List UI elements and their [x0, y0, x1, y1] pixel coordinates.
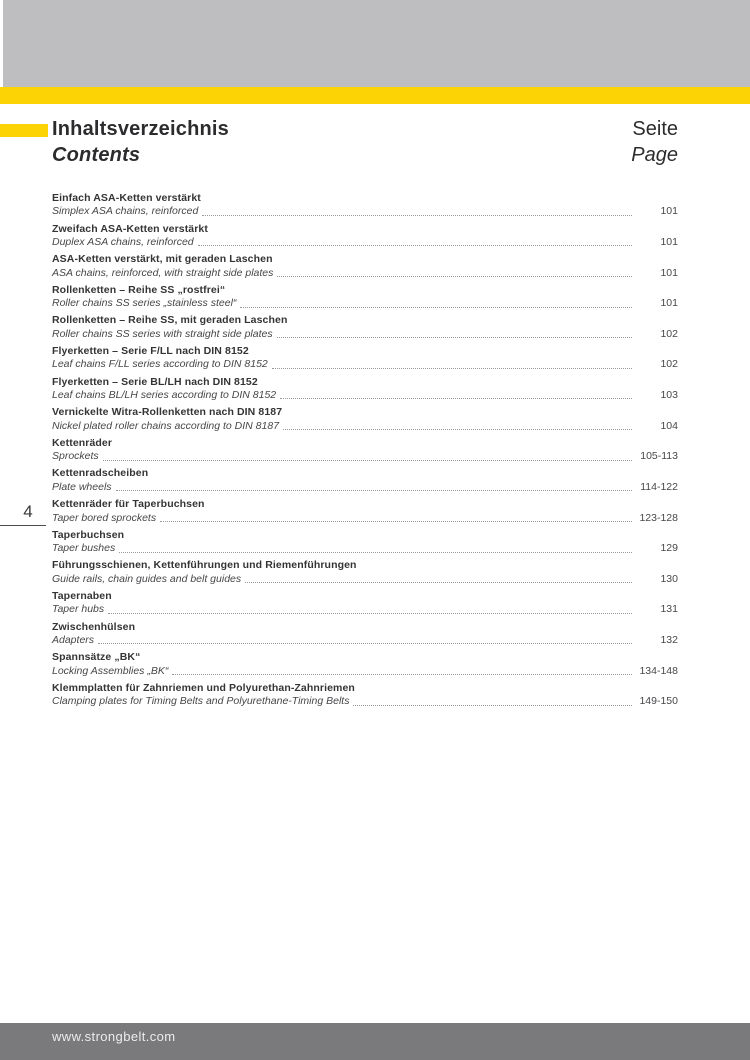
entry-title-en: Taper bushes — [52, 542, 116, 555]
entry-title-en: Nickel plated roller chains according to DIN 8187 — [52, 419, 280, 432]
entry-title-en: Locking Assemblies „BK“ — [52, 664, 169, 677]
entry-title-de: Rollenketten – Reihe SS, mit geraden Laschen — [52, 314, 288, 327]
entry-page-numbers: 102 — [660, 358, 678, 371]
entry-title-de: Zwischenhülsen — [52, 620, 136, 633]
entry-page-numbers: 130 — [660, 572, 678, 585]
dotted-leader — [283, 429, 632, 430]
dotted-leader — [280, 398, 632, 399]
toc-entry[interactable] — [52, 590, 678, 617]
entry-title-en: Taper hubs — [52, 603, 105, 616]
entry-title-en: Adapters — [52, 633, 95, 646]
entry-title-de: Kettenräder — [52, 436, 113, 449]
entry-title-de: Flyerketten – Serie BL/LH nach DIN 8152 — [52, 375, 258, 388]
entry-subtitle-row — [52, 665, 678, 678]
dotted-leader — [240, 307, 632, 308]
header-yellow-bar — [0, 87, 750, 104]
entry-title-de: Rollenketten – Reihe SS „rostfrei“ — [52, 283, 226, 296]
entry-subtitle-row — [52, 481, 678, 494]
toc-entry[interactable] — [52, 345, 678, 372]
entry-page-numbers: 102 — [660, 327, 678, 340]
entry-title-de: Vernickelte Witra-Rollenketten nach DIN 8187 — [52, 406, 283, 419]
entry-page-numbers: 134-148 — [639, 664, 678, 677]
entry-title-de: Klemmplatten für Zahnriemen und Polyurethan-Zahnriemen — [52, 681, 355, 694]
entry-subtitle-row — [52, 573, 678, 586]
entry-title-de: Führungsschienen, Kettenführungen und Riemenführungen — [52, 559, 357, 572]
toc-entry[interactable] — [52, 467, 678, 494]
entry-subtitle-row — [52, 450, 678, 463]
page-title-en: Contents — [52, 144, 141, 166]
entry-title-en: Plate wheels — [52, 480, 112, 493]
entry-page-numbers: 149-150 — [639, 695, 678, 708]
entry-page-numbers: 129 — [660, 542, 678, 555]
entry-title-en: Simplex ASA chains, reinforced — [52, 205, 199, 218]
entry-title-de: Spannsätze „BK“ — [52, 651, 141, 664]
entry-page-numbers: 101 — [660, 236, 678, 249]
page-number-marker — [0, 501, 46, 526]
page-title-de: Inhaltsverzeichnis — [52, 118, 229, 140]
entry-title-en: Leaf chains BL/LH series according to DIN 8152 — [52, 389, 277, 402]
toc-entry[interactable] — [52, 498, 678, 525]
dotted-leader — [108, 613, 632, 614]
entry-subtitle-row — [52, 389, 678, 402]
entry-subtitle-row — [52, 634, 678, 647]
entry-title-de: Flyerketten – Serie F/LL nach DIN 8152 — [52, 345, 249, 358]
entry-title-de: Kettenräder für Taperbuchsen — [52, 498, 205, 511]
footer-url-link[interactable]: www.strongbelt.com — [52, 1029, 176, 1044]
entry-page-numbers: 114-122 — [640, 480, 678, 493]
toc-entry[interactable] — [52, 192, 678, 219]
entry-title-de: ASA-Ketten verstärkt, mit geraden Laschen — [52, 253, 273, 266]
entry-page-numbers: 101 — [660, 297, 678, 310]
dotted-leader — [172, 674, 632, 675]
header-gray-band — [3, 0, 750, 87]
entry-title-de: Tapernaben — [52, 589, 112, 602]
entry-page-numbers: 104 — [660, 419, 678, 432]
entry-title-en: Roller chains SS series with straight side plates — [52, 327, 273, 340]
entry-title-en: Guide rails, chain guides and belt guides — [52, 572, 242, 585]
toc-entry[interactable] — [52, 314, 678, 341]
entry-page-numbers: 131 — [660, 603, 678, 616]
dotted-leader — [272, 368, 632, 369]
entry-page-numbers: 101 — [660, 205, 678, 218]
entry-subtitle-row — [52, 297, 678, 310]
dotted-leader — [103, 460, 632, 461]
toc-entry[interactable] — [52, 253, 678, 280]
toc-entry[interactable] — [52, 682, 678, 709]
entry-title-en: Sprockets — [52, 450, 99, 463]
entry-title-en: ASA chains, reinforced, with straight side plates — [52, 266, 274, 279]
page-column-header — [631, 116, 678, 168]
entry-subtitle-row — [52, 328, 678, 341]
entry-subtitle-row — [52, 267, 678, 280]
toc-entry[interactable] — [52, 376, 678, 403]
toc-list — [52, 192, 678, 712]
entry-subtitle-row — [52, 603, 678, 616]
entry-subtitle-row — [52, 205, 678, 218]
toc-entry[interactable] — [52, 223, 678, 250]
footer-bar — [0, 1023, 750, 1060]
dotted-leader — [98, 643, 632, 644]
entry-subtitle-row — [52, 512, 678, 525]
entry-page-numbers: 105-113 — [640, 450, 678, 463]
entry-title-en: Clamping plates for Timing Belts and Polyurethane-Timing Belts — [52, 695, 350, 708]
dotted-leader — [160, 521, 632, 522]
dotted-leader — [245, 582, 632, 583]
entry-title-de: Taperbuchsen — [52, 528, 125, 541]
entry-page-numbers: 103 — [660, 389, 678, 402]
dotted-leader — [277, 337, 632, 338]
entry-subtitle-row — [52, 420, 678, 433]
entry-title-de: Einfach ASA-Ketten verstärkt — [52, 192, 201, 204]
entry-title-en: Roller chains SS series „stainless steel“ — [52, 297, 237, 310]
entry-page-numbers: 101 — [660, 266, 678, 279]
title-block — [52, 116, 229, 168]
toc-entry[interactable] — [52, 651, 678, 678]
dotted-leader — [277, 276, 632, 277]
entry-title-en: Leaf chains F/LL series according to DIN 8152 — [52, 358, 268, 371]
page-number-rule — [0, 525, 46, 526]
dotted-leader — [116, 490, 632, 491]
entry-subtitle-row — [52, 542, 678, 555]
entry-title-de: Zweifach ASA-Ketten verstärkt — [52, 222, 208, 235]
toc-entry[interactable] — [52, 406, 678, 433]
entry-page-numbers: 123-128 — [639, 511, 678, 524]
entry-page-numbers: 132 — [660, 633, 678, 646]
title-accent-bar — [0, 124, 48, 137]
toc-entry[interactable] — [52, 437, 678, 464]
dotted-leader — [353, 705, 632, 706]
entry-title-en: Taper bored sprockets — [52, 511, 157, 524]
toc-entry[interactable] — [52, 621, 678, 648]
entry-subtitle-row — [52, 695, 678, 708]
entry-subtitle-row — [52, 358, 678, 371]
dotted-leader — [119, 552, 632, 553]
entry-title-de: Kettenradscheiben — [52, 467, 149, 480]
page-column-label-en: Page — [631, 144, 678, 166]
page-column-label-de: Seite — [632, 118, 678, 140]
toc-entry[interactable] — [52, 529, 678, 556]
entry-subtitle-row — [52, 236, 678, 249]
entry-title-en: Duplex ASA chains, reinforced — [52, 236, 194, 249]
dotted-leader — [198, 245, 632, 246]
toc-entry[interactable] — [52, 559, 678, 586]
dotted-leader — [202, 215, 632, 216]
toc-entry[interactable] — [52, 284, 678, 311]
current-page-number: 4 — [23, 502, 33, 521]
